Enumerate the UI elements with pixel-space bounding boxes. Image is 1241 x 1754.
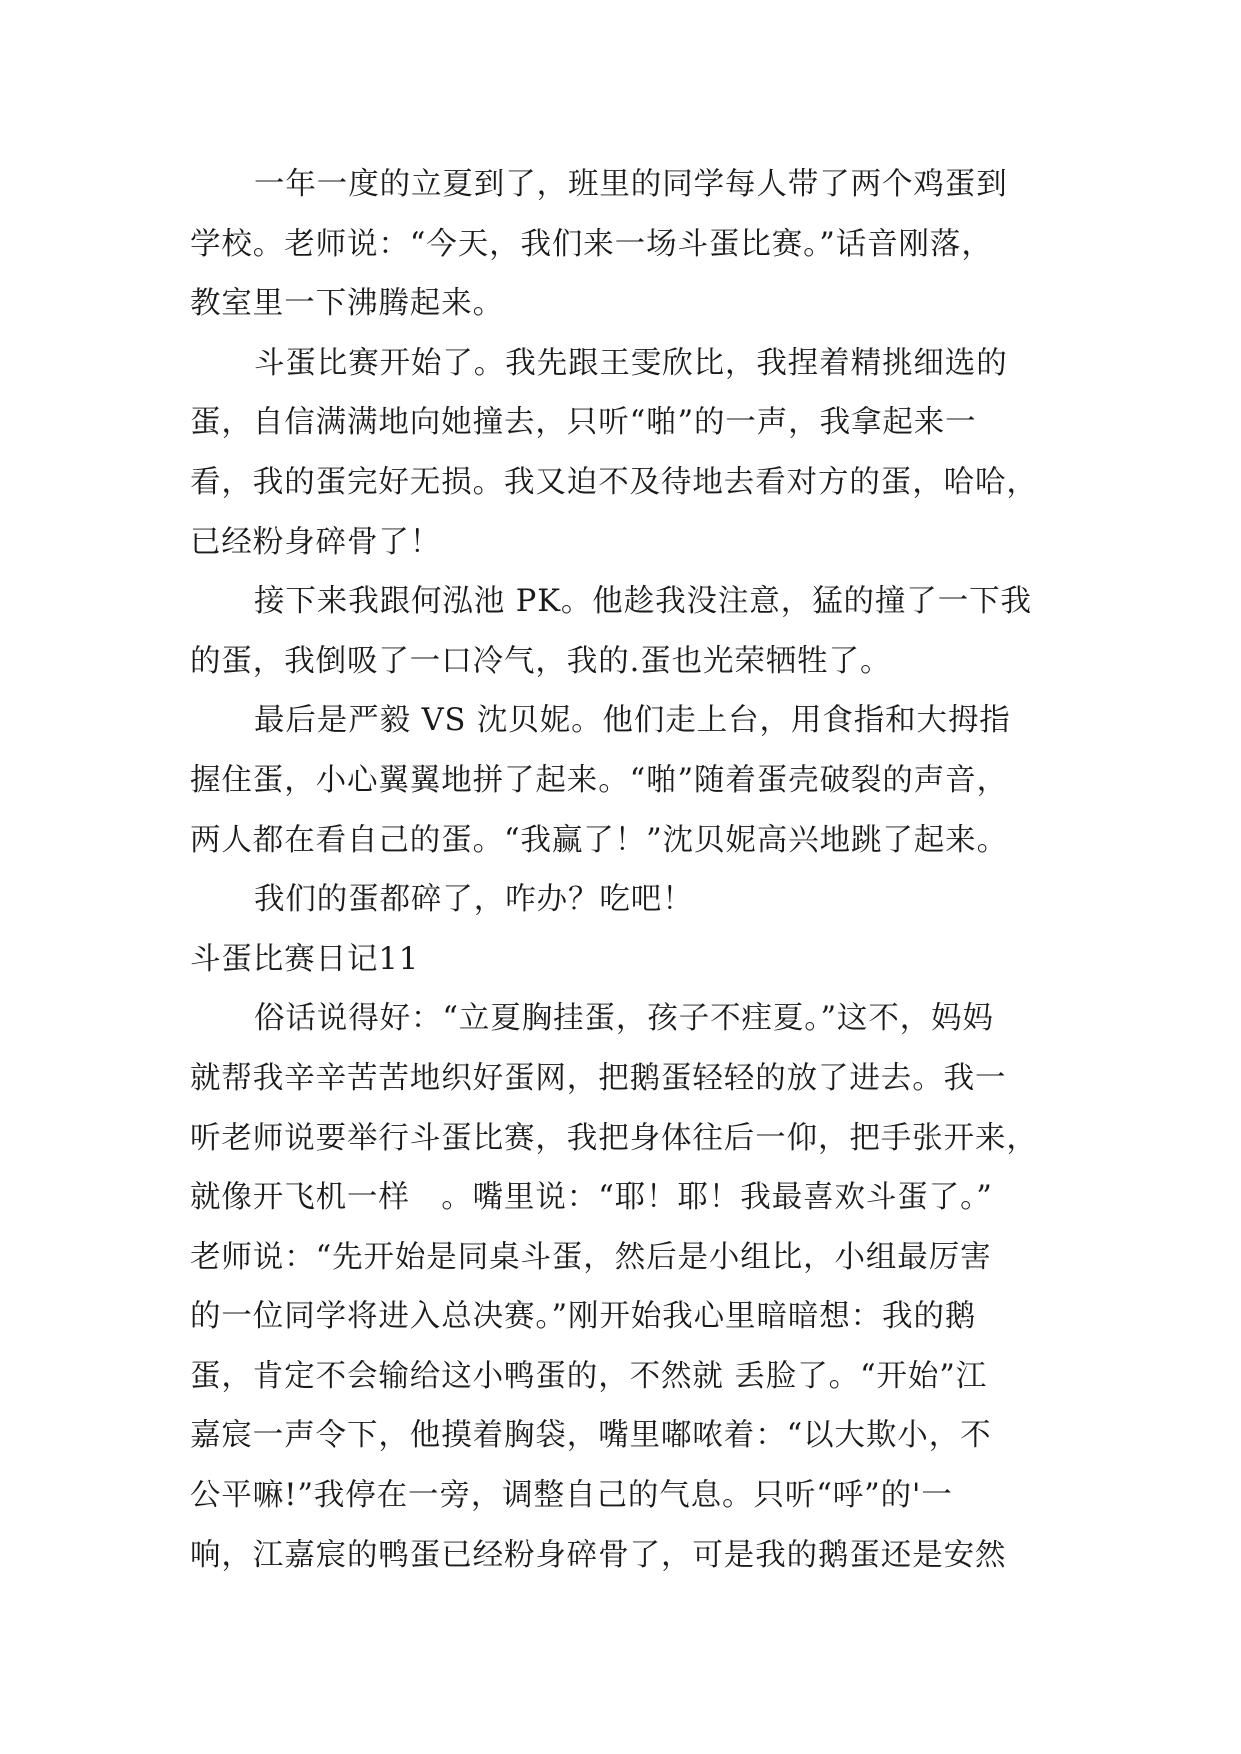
text-line: 就像开飞机一样 。嘴里说：“耶！耶！我最喜欢斗蛋了。” xyxy=(190,1180,993,1216)
text-line: 两人都在看自己的蛋。“我赢了！”沈贝妮高兴地跳了起来。 xyxy=(190,822,1008,858)
text-line: 已经粉身碎骨了！ xyxy=(190,524,442,560)
text-line: 斗蛋比赛开始了。我先跟王雯欣比，我捏着精挑细选的 xyxy=(254,345,1008,381)
document-body xyxy=(190,155,1060,1585)
text-line: 蛋，肯定不会输给这小鸭蛋的，不然就 丢脸了。“开始”江 xyxy=(190,1358,988,1394)
text-line: 学校。老师说：“今天，我们来一场斗蛋比赛。”话音刚落， xyxy=(190,226,993,262)
text-line: 的蛋，我倒吸了一口冷气，我的.蛋也光荣牺牲了。 xyxy=(190,643,892,679)
text-line: 嘉宸一声令下，他摸着胸袋，嘴里嘟哝着：“以大欺小，不 xyxy=(190,1418,992,1454)
text-line: 听老师说要举行斗蛋比赛，我把身体往后一仰，把手张开来， xyxy=(190,1120,1038,1156)
text-line: 蛋，自信满满地向她撞去，只听“啪”的一声，我拿起来一 xyxy=(190,405,977,441)
text-line: 一年一度的立夏到了，班里的同学每人带了两个鸡蛋到 xyxy=(254,167,1008,202)
text-line: 公平嘛!”我停在一旁，调整自己的气息。只听“呼”的'一 xyxy=(190,1478,953,1514)
text-line: 我们的蛋都碎了，咋办？吃吧！ xyxy=(254,882,694,918)
text-line: 最后是严毅 VS 沈贝妮。他们走上台，用食指和大拇指 xyxy=(254,703,1011,739)
text-line: 的一位同学将进入总决赛。”刚开始我心里暗暗想：我的鹅 xyxy=(190,1299,977,1335)
text-line: 响，江嘉宸的鸭蛋已经粉身碎骨了，可是我的鹅蛋还是安然 xyxy=(190,1537,1007,1573)
text-line: 教室里一下沸腾起来。 xyxy=(190,286,504,322)
section-heading: 斗蛋比赛日记11 xyxy=(190,941,420,977)
text-line: 就帮我辛辛苦苦地织好蛋网，把鹅蛋轻轻的放了进去。我一 xyxy=(190,1060,1007,1096)
text-line: 握住蛋，小心翼翼地拼了起来。“啪”随着蛋壳破裂的声音， xyxy=(190,762,1008,798)
text-line: 接下来我跟何泓池 PK。他趁我没注意，猛的撞了一下我 xyxy=(254,584,1032,620)
text-line: 看，我的蛋完好无损。我又迫不及待地去看对方的蛋，哈哈， xyxy=(190,464,1038,500)
text-line: 俗话说得好：“立夏胸挂蛋，孩子不疰夏。”这不，妈妈 xyxy=(254,1001,994,1037)
text-line: 老师说：“先开始是同桌斗蛋，然后是小组比，小组最厉害 xyxy=(190,1239,992,1275)
